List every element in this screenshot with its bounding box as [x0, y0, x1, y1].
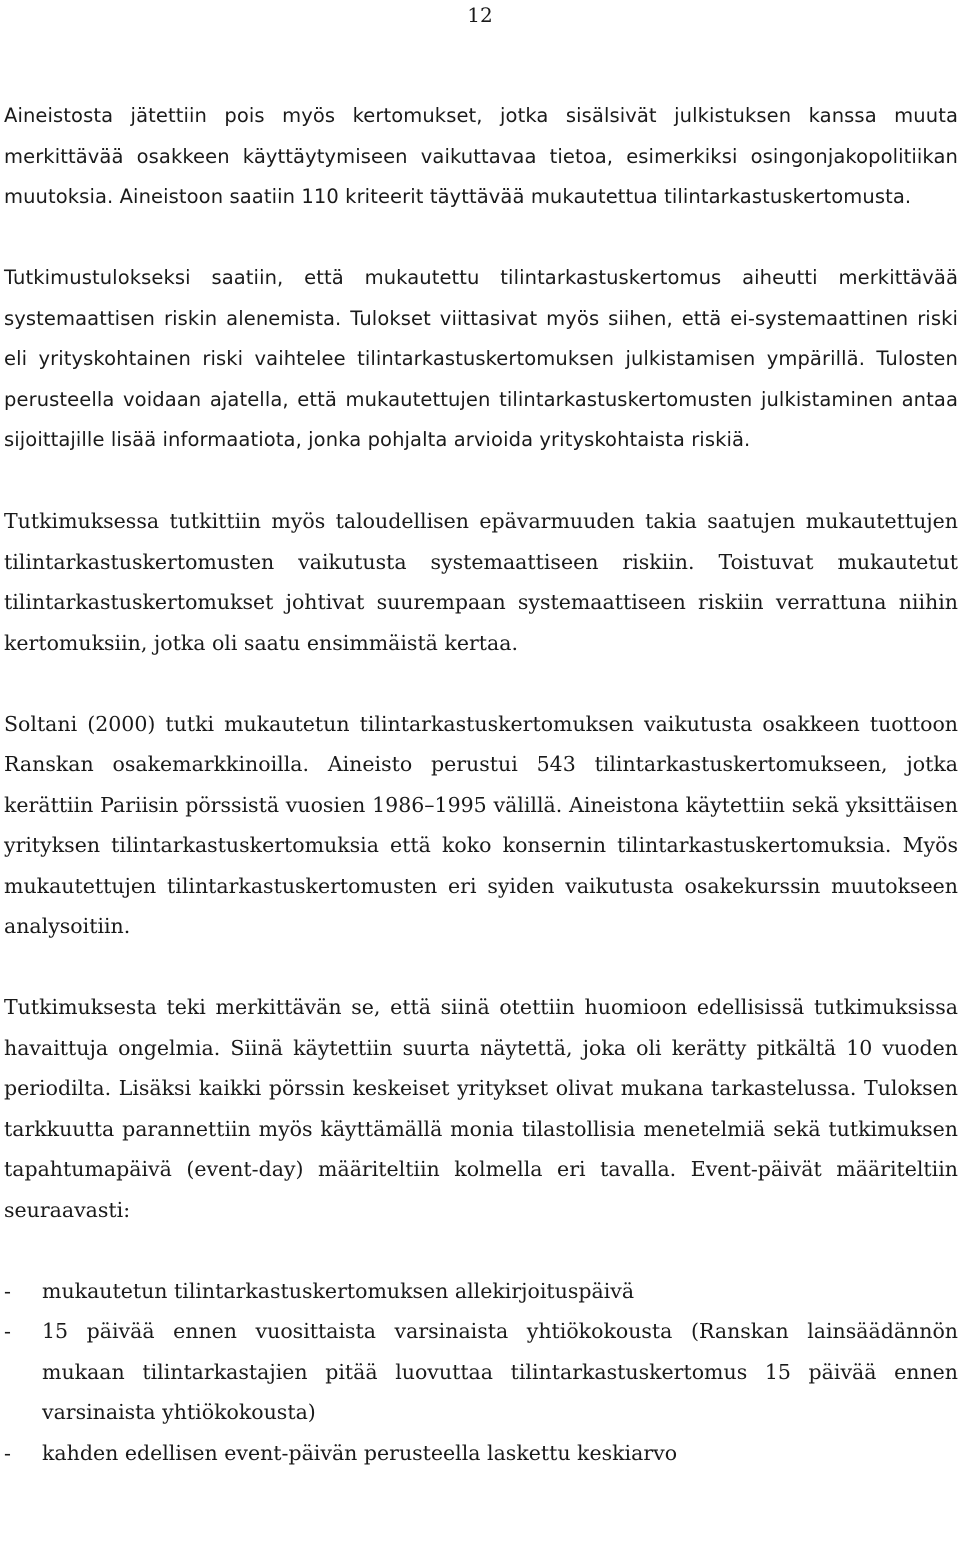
list-bullet: -	[4, 1278, 11, 1303]
event-day-list	[4, 1271, 958, 1474]
paragraph: Soltani (2000) tutki mukautetun tilintarkastuskertomuksen vaikutusta osakkeen tuottoon Ranskan osakemarkkinoilla. Aineisto perustui 543 tilintarkastuskertomukseen, jotka kerättiin Pariisin pörssistä vuosien 1986–1995 välillä. Aineistona käytettiin sekä yksittäisen yrityksen tilintarkastuskertomuksia että koko konsernin tilintarkastuskertomuksia. Myös mukautettujen tilintarkastuskertomusten eri syiden vaikutusta osakekurssin muutokseen analysoitiin.	[4, 711, 958, 938]
list-item	[4, 1311, 958, 1433]
paragraph: Tutkimuksessa tutkittiin myös taloudellisen epävarmuuden takia saatujen mukautettujen tilintarkastuskertomusten vaikutusta systemaattiseen riskiin. Toistuvat mukautetut tilintarkastuskertomukset johtivat suurempaan systemaattiseen riskiin verrattuna niihin kertomuksiin, jotka oli saatu ensimmäistä kertaa.	[4, 509, 958, 655]
paragraph: Tutkimustulokseksi saatiin, että mukautettu tilintarkastuskertomus aiheutti merkittävää systemaattisen riskin alenemista. Tulokset viittasivat myös siihen, että ei-systemaattinen riski eli yrityskohtainen riski vaihtelee tilintarkastuskertomuksen julkistamisen ympärillä. Tulosten perusteella voidaan ajatella, että mukautettujen tilintarkastuskertomusten julkistaminen antaa sijoittajille lisää informaatiota, jonka pohjalta arvioida yrityskohtaista riskiä.	[4, 266, 958, 451]
list-item	[4, 1271, 958, 1312]
page-number: 12	[467, 3, 493, 27]
document-body	[4, 96, 958, 1473]
list-bullet: -	[4, 1319, 11, 1343]
list-item-text: kahden edellisen event-päivän perusteella laskettu keskiarvo	[42, 1440, 678, 1465]
list-item	[4, 1433, 958, 1474]
paragraph: Tutkimuksesta teki merkittävän se, että siinä otettiin huomioon edellisissä tutkimuksissa havaittuja ongelmia. Siinä käytettiin suurta näytettä, joka oli kerätty pitkältä 10 vuoden periodilta. Lisäksi kaikki pörssin keskeiset yritykset olivat mukana tarkastelussa. Tuloksen tarkkuutta parannettiin myös käyttämällä monia tilastollisia menetelmiä sekä tutkimuksen tapahtumapäivä (event-day) määriteltiin kolmella eri tavalla. Event-päivät määriteltiin seuraavasti:	[4, 995, 958, 1222]
list-item-text: 15 päivää ennen vuosittaista varsinaista yhtiökokousta (Ranskan lainsäädännön mukaan tilintarkastajien pitää luovuttaa tilintarkastuskertomus 15 päivää ennen varsinaista yhtiökokousta)	[42, 1319, 958, 1424]
list-item-text: mukautetun tilintarkastuskertomuksen allekirjoituspäivä	[42, 1278, 635, 1303]
paragraph: Aineistosta jätettiin pois myös kertomukset, jotka sisälsivät julkistuksen kanssa muuta merkittävää osakkeen käyttäytymiseen vaikuttavaa tietoa, esimerkiksi osingonjakopolitiikan muutoksia. Aineistoon saatiin 110 kriteerit täyttävää mukautettua tilintarkastuskertomusta.	[4, 104, 958, 208]
list-bullet: -	[4, 1440, 11, 1465]
